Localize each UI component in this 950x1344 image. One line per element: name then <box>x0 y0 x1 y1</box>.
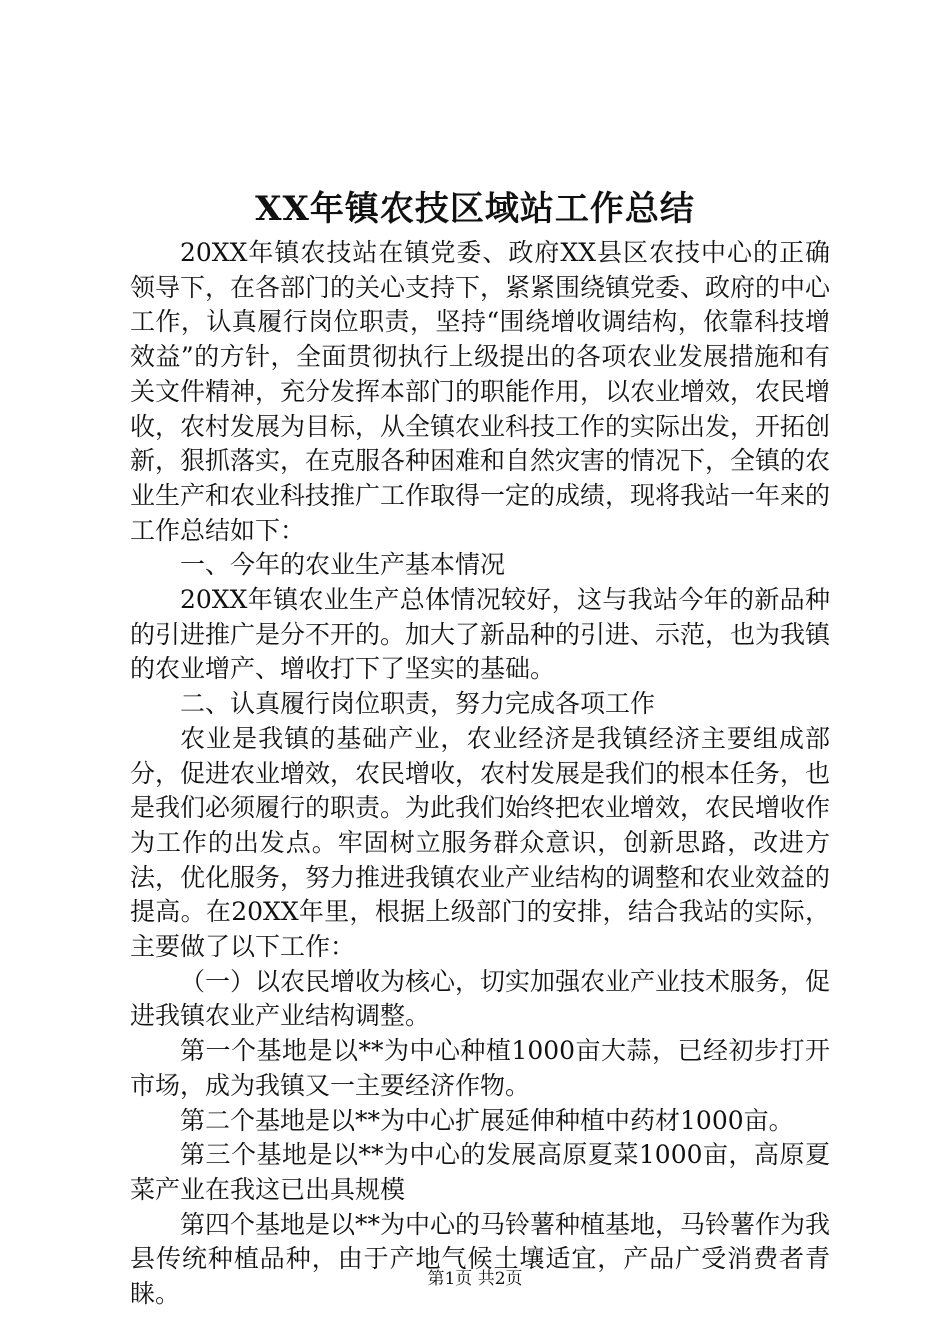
subsection-heading-1: （一）以农民增收为核心，切实加强农业产业技术服务，促进我镇农业产业结构调整。 <box>130 966 831 1031</box>
page-number-footer: 第1页 共2页 <box>427 1269 523 1289</box>
paragraph-section-1: 20XX年镇农业生产总体情况较好，这与我站今年的新品种的引进推广是分不开的。加大了新品种的引进、示范，也为我镇的农业增产、增收打下了坚实的基础。 <box>130 585 831 684</box>
section-heading-1: 一、今年的农业生产基本情况 <box>180 550 506 580</box>
paragraph-intro: 20XX年镇农技站在镇党委、政府XX县区农技中心的正确领导下，在各部门的关心支持下，紧紧围绕镇党委、政府的中心工作，认真履行岗位职责，坚持“围绕增收调结构，依靠科技增效益”的方针，全面贯彻执行上级提出的各项农业发展措施和有关文件精神，充分发挥本部门的职能作用，以农业增效，农民增收，农村发展为目标，从全镇农业科技工作的实际出发，开拓创新，狠抓落实，在克服各种困难和自然灾害的情况下，全镇的农业生产和农业科技推广工作取得一定的成绩，现将我站一年来的工作总结如下： <box>130 238 831 545</box>
document-title: XX年镇农技区域站工作总结 <box>255 189 695 229</box>
paragraph-base-4: 第四个基地是以**为中心的马铃薯种植基地，马铃薯作为我县传统种植品种，由于产地气候土壤适宜，产品广受消费者青睐。 <box>130 1209 831 1309</box>
document-body <box>130 236 830 1312</box>
section-heading-2: 二、认真履行岗位职责，努力完成各项工作 <box>180 689 656 719</box>
paragraph-base-3: 第三个基地是以**为中心的发展高原夏菜1000亩，高原夏菜产业在我这已出具规模 <box>130 1140 830 1204</box>
paragraph-base-1: 第一个基地是以**为中心种植1000亩大蒜，已经初步打开市场，成为我镇又一主要经济作物。 <box>130 1036 830 1100</box>
paragraph-base-2: 第二个基地是以**为中心扩展延伸种植中药材1000亩。 <box>180 1105 794 1135</box>
paragraph-section-2: 农业是我镇的基础产业，农业经济是我镇经济主要组成部分，促进农业增效，农民增收，农村发展是我们的根本任务，也是我们必须履行的职责。为此我们始终把农业增效，农民增收作为工作的出发点。牢固树立服务群众意识，创新思路，改进方法，优化服务，努力推进我镇农业产业结构的调整和农业效益的提高。在20XX年里，根据上级部门的安排，结合我站的实际，主要做了以下工作： <box>130 723 831 962</box>
